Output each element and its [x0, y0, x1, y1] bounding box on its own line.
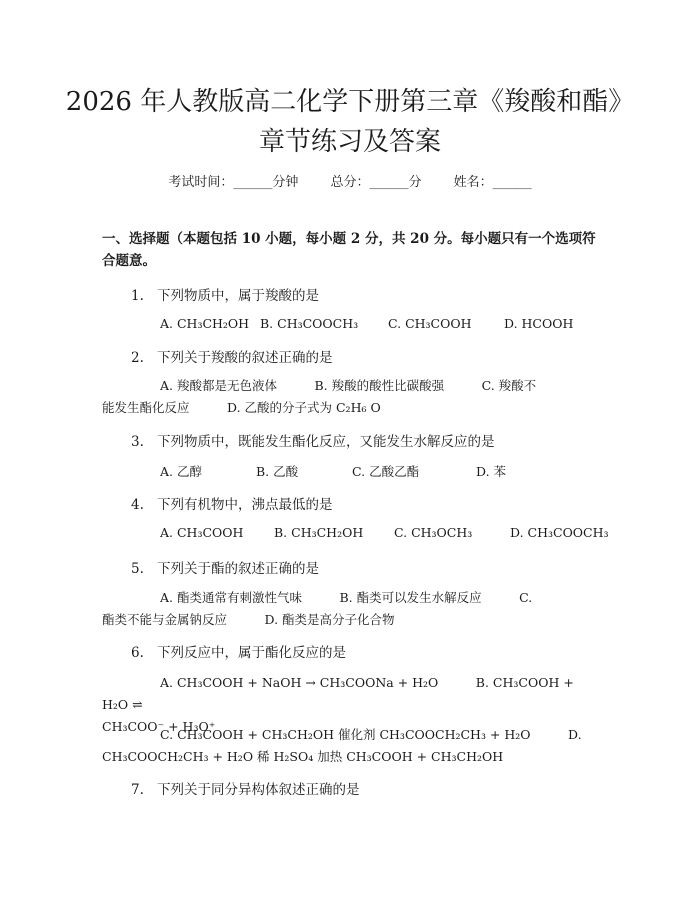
question-text: 下列关于同分异构体叙述正确的是 [157, 782, 360, 798]
question-4 [131, 493, 333, 513]
question-1 [131, 284, 319, 304]
page-title: 2026 年人教版高二化学下册第三章《羧酸和酯》章节练习及答案 [65, 87, 635, 157]
question-text: 下列关于酯的叙述正确的是 [157, 561, 319, 577]
question-6-options-cd [102, 724, 588, 768]
exam-info-line [0, 171, 700, 190]
option-b: B. CH₃COOCH₃ [260, 316, 359, 331]
question-2 [131, 346, 333, 366]
section-heading: 一、选择题（本题包括 10 小题，每小题 2 分，共 20 分。每小题只有一个选项符合题意。 [102, 231, 596, 269]
question-number: 5. [131, 561, 144, 577]
option-d: D. HCOOH [504, 316, 574, 331]
question-text: 下列有机物中，沸点最低的是 [157, 497, 333, 513]
question-number: 6. [131, 645, 144, 661]
question-4-options [160, 525, 609, 540]
name-field: 姓名：______ [453, 175, 532, 190]
question-2-options [102, 375, 588, 419]
exam-time-field: 考试时间：______分钟 [168, 175, 299, 190]
question-number: 2. [131, 350, 144, 366]
option-c: C. 乙酸乙酯 [352, 464, 420, 479]
options-line-4: CH₃COOCH₂CH₃ + H₂O 稀 H₂SO₄ 加热 CH₃COOH + CH₃CH₂OH [102, 749, 504, 764]
option-d: D. CH₃COOCH₃ [510, 525, 609, 540]
question-1-options [160, 316, 573, 331]
options-line-3: C. CH₃COOH + CH₃CH₂OH 催化剂 CH₃COOCH₂CH₃ + H₂O D. [160, 727, 582, 742]
question-3-options [160, 462, 506, 480]
question-7 [131, 778, 360, 798]
option-c: C. CH₃OCH₃ [394, 525, 473, 540]
option-a: A. 乙醇 [160, 464, 202, 479]
question-5-options [102, 587, 588, 631]
question-6 [131, 641, 346, 661]
options-line-1: A. 酯类通常有刺激性气味 B. 酯类可以发生水解反应 C. [160, 590, 533, 605]
options-line-2: 能发生酯化反应 D. 乙酸的分子式为 C₂H₆ O [102, 400, 381, 415]
question-number: 4. [131, 497, 144, 513]
option-c: C. CH₃COOH [388, 316, 472, 331]
question-3 [131, 430, 495, 450]
option-b: B. CH₃CH₂OH [274, 525, 364, 540]
total-score-field: 总分：______分 [330, 175, 422, 190]
question-5 [131, 557, 319, 577]
options-line-2: CH₃COO⁻ + H₃O⁺ [102, 719, 216, 734]
option-d: D. 苯 [476, 464, 507, 479]
option-b: B. 乙酸 [256, 464, 299, 479]
question-number: 3. [131, 434, 144, 450]
options-line-1: A. 羧酸都是无色液体 B. 羧酸的酸性比碳酸强 C. 羧酸不 [160, 378, 537, 393]
options-line-2: 酯类不能与金属钠反应 D. 酯类是高分子化合物 [102, 612, 395, 627]
question-text: 下列物质中，属于羧酸的是 [157, 288, 319, 304]
question-number: 7. [131, 782, 144, 798]
options-line-1: A. CH₃COOH + NaOH → CH₃COONa + H₂O B. CH₃COOH + H₂O ⇌ [102, 675, 574, 712]
option-a: A. CH₃CH₂OH [160, 316, 250, 331]
question-text: 下列物质中，既能发生酯化反应，又能发生水解反应的是 [157, 434, 495, 450]
option-a: A. CH₃COOH [160, 525, 244, 540]
question-text: 下列关于羧酸的叙述正确的是 [157, 350, 333, 366]
question-number: 1. [131, 288, 144, 304]
question-text: 下列反应中，属于酯化反应的是 [157, 645, 346, 661]
